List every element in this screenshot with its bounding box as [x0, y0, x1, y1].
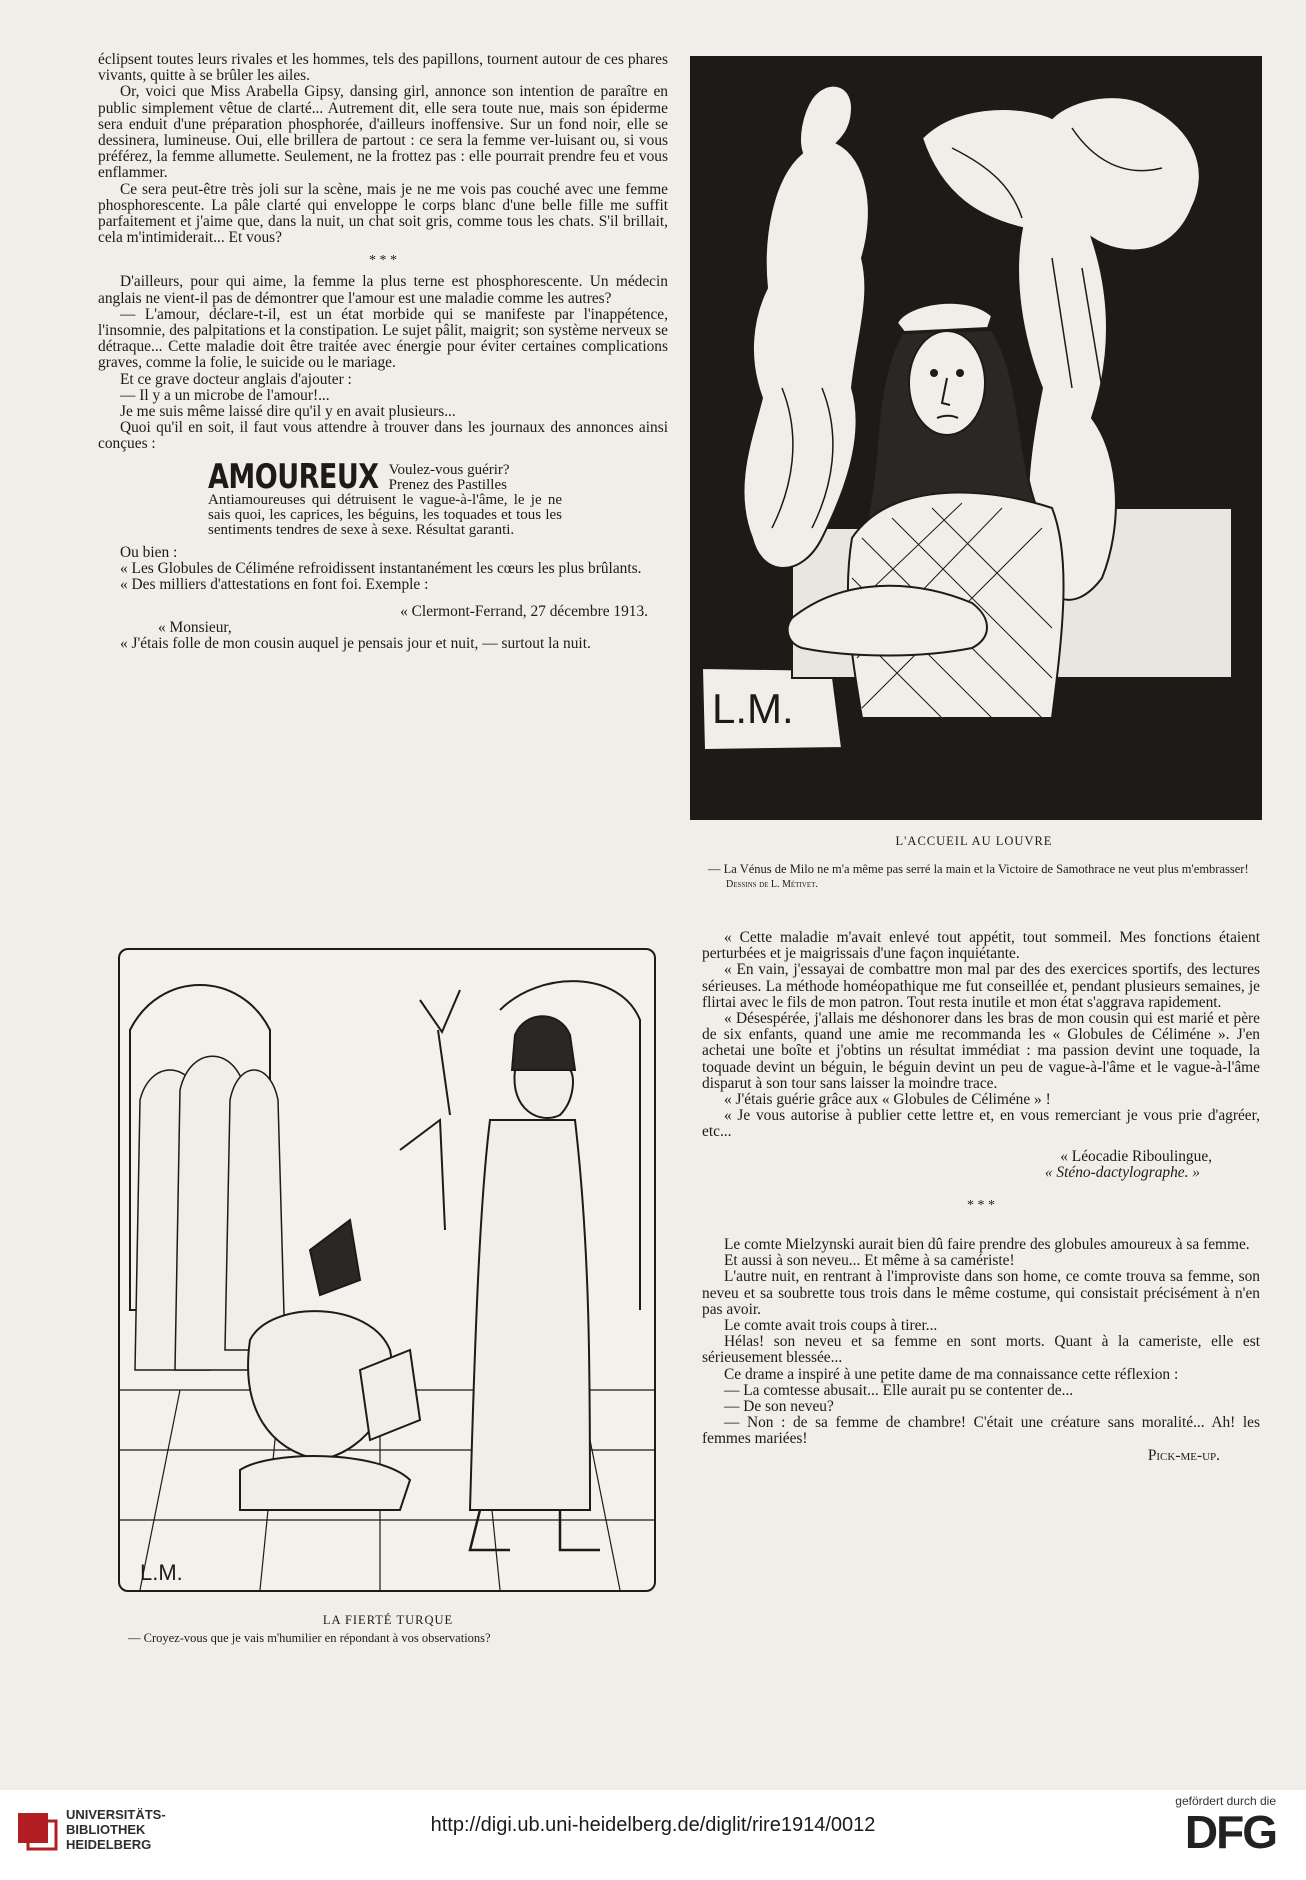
figure-caption-text: — La Vénus de Milo ne m'a même pas serré la main et la Victoire de Samothrace ne veut plus m'embrasser! — [708, 862, 1249, 876]
letter-salutation: « Monsieur, — [158, 618, 232, 636]
funder-logo — [1175, 1794, 1276, 1856]
paragraph: Et aussi à son neveu... Et même à sa camériste! — [724, 1252, 1015, 1270]
letter-signature-name: « Léocadie Riboulingue, — [1060, 1147, 1212, 1165]
paragraph: Le comte avait trois coups à tirer... — [724, 1317, 938, 1335]
paragraph: « J'étais guérie grâce aux « Globules de Céliméne » ! — [724, 1091, 1051, 1109]
permalink-url[interactable]: http://digi.ub.uni-heidelberg.de/diglit/rire1914/0012 — [430, 1814, 876, 1836]
ad-body: Antiamoureuses qui détruisent le vague-à-l'âme, le je ne sais quoi, les caprices, les béguins, les toquades et tous les sentiments tendres de sexe à sexe. Résultat garanti. — [208, 491, 562, 539]
paragraph: « En vain, j'essayai de combattre mon mal par des des exercices sportifs, des lectures sérieuses. La méthode homéopathique me fut conseillée et, pendant plusieurs semaines, je flirtai avec le fils de mon patron. Tout resta inutile et mon état s'aggrava rapidement. — [702, 961, 1260, 1011]
paragraph: — De son neveu? — [724, 1398, 834, 1416]
paragraph: Or, voici que Miss Arabella Gipsy, dansing girl, annonce son intention de paraître en public simplement vêtue de clarté... Autrement dit, elle sera toute nue, mais son épiderme sera enduit d'une préparation phosphorée, d'ailleurs inoffensive. Sur un fond noir, elle se dessinera, lumineuse. Oui, elle brillera de partout : ce sera la femme ver-luisant ou, si vous préférez, la femme allumette. Seulement, ne la frottez pas : elle pourrait prendre feu et vous enflammer. — [98, 83, 668, 182]
advertisement-box — [208, 458, 562, 539]
illustration-louvre — [690, 56, 1262, 820]
letter-place-date: « Clermont-Ferrand, 27 décembre 1913. — [400, 602, 648, 620]
funding-note: gefördert durch die — [1175, 1794, 1276, 1808]
paragraph: Ou bien : — [120, 543, 178, 561]
turkish-pride-drawing — [120, 950, 654, 1590]
figure-caption — [708, 863, 1258, 891]
paragraph: Ce drame a inspiré à une petite dame de ma connaissance cette réflexion : — [724, 1365, 1179, 1383]
letter-signature-title: « Sténo-dactylographe. » — [1044, 1163, 1200, 1181]
library-name-line: UNIVERSITÄTS- — [66, 1807, 166, 1822]
library-name-line: BIBLIOTHEK — [66, 1822, 146, 1837]
section-separator: * * * — [967, 1198, 995, 1214]
paragraph: — L'amour, déclare-t-il, est un état morbide qui se manifeste par l'inappétence, l'insomnie, des palpitations et la constipation. Le sujet pâlit, maigrit; son système nerveux se détraque... Cette maladie doit être traitée avec énergie pour éviter certaines complications graves, comme la folie, le suicide ou le mariage. — [98, 305, 668, 372]
figure-caption-title: LA FIERTÉ TURQUE — [322, 1613, 454, 1627]
figure-credit: Dessins de L. Métivet. — [726, 878, 818, 890]
paragraph: « Les Globules de Céliméne refroidissent instantanément les cœurs les plus brûlants. — [120, 560, 642, 578]
article-credit: Pick-me-up. — [1147, 1446, 1220, 1464]
paragraph: Ce sera peut-être très joli sur la scène, mais je ne me vois pas couché avec une femme phosphorescente. La pâle clarté qui enveloppe le corps blanc d'une belle fille me suffit parfaitement et j'aime que, dans la nuit, un chat soit gris, comme tous les chats. S'il brillait, cela m'intimiderait... Et vous? — [98, 180, 668, 247]
figure-caption-text: — Croyez-vous que je vais m'humilier en répondant à vos observations? — [128, 1631, 491, 1645]
paragraph: Je me suis même laissé dire qu'il y en avait plusieurs... — [120, 403, 456, 421]
paragraph: Quoi qu'il en soit, il faut vous attendre à trouver dans les journaux des annonces ainsi conçues : — [98, 419, 668, 453]
ad-line: Prenez des Pastilles — [388, 476, 507, 493]
section-separator: * * * — [369, 253, 397, 269]
paragraph: — La comtesse abusait... Elle aurait pu se contenter de... — [724, 1381, 1074, 1399]
paragraph: éclipsent toutes leurs rivales et les hommes, tels des papillons, tournent autour de ces phares vivants, quitte à se brûler les ailes. — [98, 51, 668, 85]
digitization-footer — [0, 1790, 1306, 1880]
library-name-line: HEIDELBERG — [66, 1837, 152, 1852]
paragraph: « J'étais folle de mon cousin auquel je pensais jour et nuit, — surtout la nuit. — [120, 634, 591, 652]
artist-monogram: L.M. — [712, 685, 794, 732]
paragraph: « Désespérée, j'allais me déshonorer dans les bras de mon cousin qui est marié et père de six enfants, quand une amie me recommanda les « Globules de Céliméne ». J'en achetai une boîte et j'obtins un résultat immédiat : ma passion devint une toquade, la toquade devint un béguin, le béguin devint un peu de vague-à-l'âme et le vague-à-l'âme disparut à son tour sans laisser la moindre trace. — [702, 1010, 1260, 1092]
paragraph: — Il y a un microbe de l'amour!... — [120, 386, 330, 404]
paragraph: — Non : de sa femme de chambre! C'était une créature sans moralité... Ah! les femmes mariées! — [702, 1414, 1260, 1448]
paragraph: Le comte Mielzynski aurait bien dû faire prendre des globules amoureux à sa femme. — [724, 1236, 1250, 1254]
illustration-turkish-pride — [118, 948, 656, 1592]
dfg-wordmark: DFG — [1184, 1806, 1276, 1858]
louvre-drawing — [692, 58, 1260, 818]
ad-headline: AMOUREUX — [208, 458, 379, 497]
paragraph: « Des milliers d'attestations en font foi. Exemple : — [120, 576, 429, 594]
artist-monogram: L.M. — [140, 1560, 183, 1585]
paragraph: Et ce grave docteur anglais d'ajouter : — [120, 370, 352, 388]
paragraph: D'ailleurs, pour qui aime, la femme la plus terne est phosphorescente. Un médecin anglais ne vient-il pas de démontrer que l'amour est une maladie comme les autres? — [98, 273, 668, 307]
figure-caption-title: L'ACCUEIL AU LOUVRE — [895, 834, 1053, 848]
paragraph: Hélas! son neveu et sa femme en sont morts. Quant à la cameriste, elle est sérieusement blessée... — [702, 1333, 1260, 1367]
paragraph: « Cette maladie m'avait enlevé tout appétit, tout sommeil. Mes fonctions étaient perturbées et je maigrissais d'une façon inquiétante. — [702, 929, 1260, 963]
ad-line: Voulez-vous guérir? — [388, 461, 510, 478]
paragraph: L'autre nuit, en rentrant à l'improviste dans son home, ce comte trouva sa femme, son neveu et sa soubrette tous trois dans le même costume, qui consistait précisément à n'en pas avoir. — [702, 1268, 1260, 1318]
right-text-column — [702, 930, 1260, 1464]
left-text-column — [98, 52, 668, 652]
paragraph: « Je vous autorise à publier cette lettre et, en vous remerciant je vous prie d'agréer, etc... — [702, 1107, 1260, 1141]
